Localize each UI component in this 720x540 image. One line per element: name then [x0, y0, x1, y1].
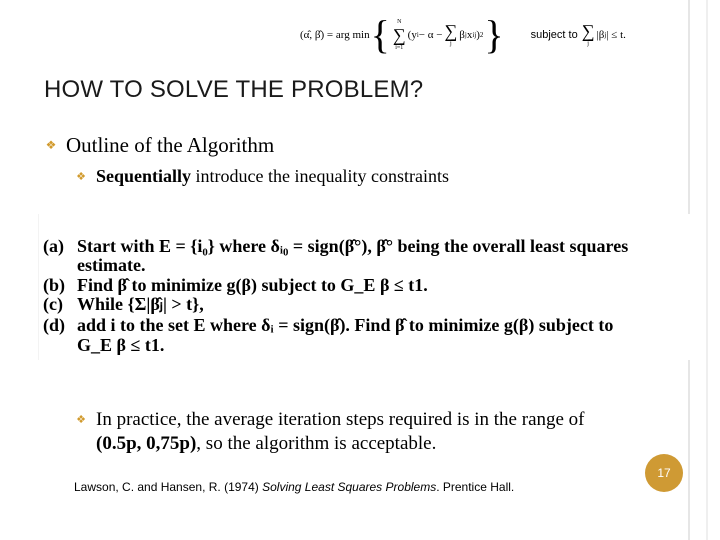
constraint-j: j [604, 31, 607, 39]
reference-authors: Lawson, C. and Hansen, R. (1974) [74, 480, 263, 494]
term-ij: ij [472, 31, 477, 39]
reference [74, 480, 514, 494]
step-a-text: Start with E = {i₀} where δᵢ₀ = sign(β̂°), β̂° being the overall least squares [77, 236, 629, 256]
step-b-label: (b) [43, 275, 65, 295]
practice-line1: In practice, the average iteration steps required is in the range of [96, 409, 585, 430]
sequential-text [96, 166, 449, 187]
diamond-bullet-icon: ❖ [76, 414, 86, 426]
diamond-bullet-icon: ❖ [76, 171, 86, 183]
diamond-bullet-icon: ❖ [45, 138, 57, 152]
sum-lower-limit: i=1 [395, 45, 404, 51]
sigma-icon: ∑ [392, 25, 406, 45]
lasso-formula [300, 14, 690, 56]
reference-book: Solving Least Squares Problems [262, 480, 437, 494]
practice-bold: (0.5p, 0,75p) [96, 433, 197, 454]
formula-lhs: (α̂, β̂) = arg min [300, 29, 370, 41]
term-open: (y [407, 29, 417, 41]
term-power: 2 [479, 31, 484, 39]
step-c [43, 294, 204, 314]
term-close: ) [476, 29, 480, 41]
sigma-icon: ∑ [444, 21, 458, 41]
term-j: j [464, 31, 467, 39]
sigma-icon: ∑ [581, 21, 595, 41]
outline-text: Outline of the Algorithm [66, 133, 275, 157]
inner-sum-lower: j [450, 41, 452, 47]
right-brace-icon: } [484, 12, 504, 57]
step-a-text2: estimate. [77, 255, 146, 275]
step-a [43, 236, 629, 256]
constraint-sum [582, 22, 595, 48]
reference-publisher: . Prentice Hall. [436, 480, 515, 494]
sequential-bold: Sequentially [96, 166, 192, 186]
term-beta: β [459, 29, 465, 41]
constraint-beta: |β [596, 29, 605, 41]
step-c-text: While {Σ|β̂ⱼ| > t}, [77, 294, 204, 314]
step-c-label: (c) [43, 294, 63, 314]
step-d-text: add i to the set E where δᵢ = sign(β̂). Find β̂ to minimize g(β) subject to [77, 315, 614, 335]
term-i: i [416, 31, 419, 39]
step-d-text2: G_E β ≤ t1. [77, 335, 165, 355]
sequential-rest: introduce the inequality constraints [191, 166, 449, 186]
step-d-label: (d) [43, 315, 65, 335]
algorithm-steps [38, 214, 691, 360]
page-number-badge: 17 [645, 454, 683, 492]
term-x: x [466, 29, 473, 41]
sum-upper-limit: N [397, 19, 402, 25]
term-minus-alpha: − α − [418, 29, 443, 41]
constraint-end: | ≤ t. [606, 29, 626, 41]
practice-rest: , so the algorithm is acceptable. [196, 433, 437, 454]
right-edge-line-outer [706, 0, 708, 540]
constraint-sum-lower: j [587, 41, 589, 47]
step-d [43, 315, 614, 335]
step-b [43, 275, 428, 295]
step-a-label: (a) [43, 236, 64, 256]
inner-sum [444, 22, 457, 48]
subject-to-label: subject to [530, 29, 578, 41]
step-b-text: Find β̂ to minimize g(β) subject to G_E β ≤ t1. [77, 275, 428, 295]
outer-sum [393, 18, 406, 52]
left-brace-icon: { [370, 12, 390, 57]
slide-title: HOW TO SOLVE THE PROBLEM? [44, 76, 424, 103]
practice-line2 [96, 433, 436, 455]
